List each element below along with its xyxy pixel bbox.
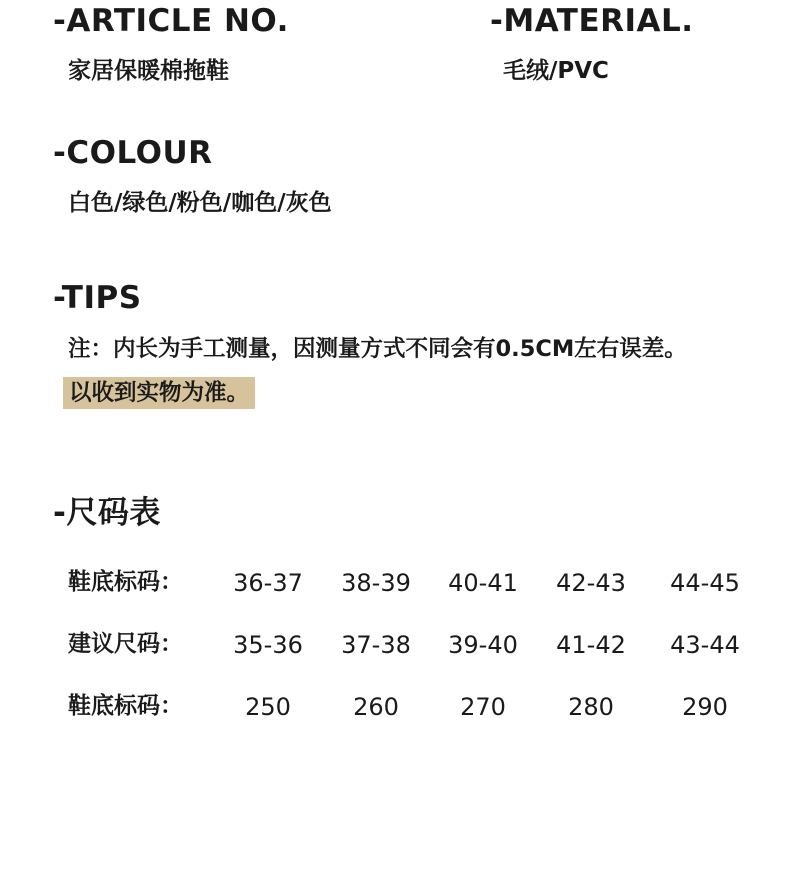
size-cell: 39-40 [448, 631, 518, 659]
size-row-sole-code [68, 561, 768, 623]
size-row-suggested [68, 623, 768, 685]
size-cell: 35-36 [233, 631, 303, 659]
size-cell: 40-41 [448, 569, 518, 597]
article-value: 家居保暖棉拖鞋 [68, 58, 229, 84]
size-table [68, 561, 768, 747]
size-cell: 41-42 [556, 631, 626, 659]
tips-note-line: 注：内长为手工测量，因测量方式不同会有0.5CM左右误差。 [68, 336, 687, 362]
size-cell: 250 [245, 693, 291, 721]
article-heading: -ARTICLE NO. [53, 3, 289, 39]
size-cell: 44-45 [670, 569, 740, 597]
colour-value: 白色/绿色/粉色/咖色/灰色 [68, 190, 332, 216]
row-label: 建议尺码： [68, 631, 183, 657]
size-cell: 38-39 [341, 569, 411, 597]
size-cell: 36-37 [233, 569, 303, 597]
row-label: 鞋底标码： [68, 569, 183, 595]
size-cell: 43-44 [670, 631, 740, 659]
size-cell: 290 [682, 693, 728, 721]
size-chart-heading: -尺码表 [53, 495, 161, 531]
size-cell: 280 [568, 693, 614, 721]
size-cell: 260 [353, 693, 399, 721]
tips-highlight-text: 以收到实物为准。 [69, 379, 250, 406]
material-value: 毛绒/PVC [503, 58, 609, 84]
material-heading: -MATERIAL. [490, 3, 694, 39]
colour-heading: -COLOUR [53, 135, 213, 171]
tips-highlight [63, 377, 255, 409]
size-cell: 42-43 [556, 569, 626, 597]
size-row-length [68, 685, 768, 747]
size-cell: 270 [460, 693, 506, 721]
tips-heading: -TIPS [53, 280, 142, 316]
size-cell: 37-38 [341, 631, 411, 659]
row-label: 鞋底标码： [68, 693, 183, 719]
